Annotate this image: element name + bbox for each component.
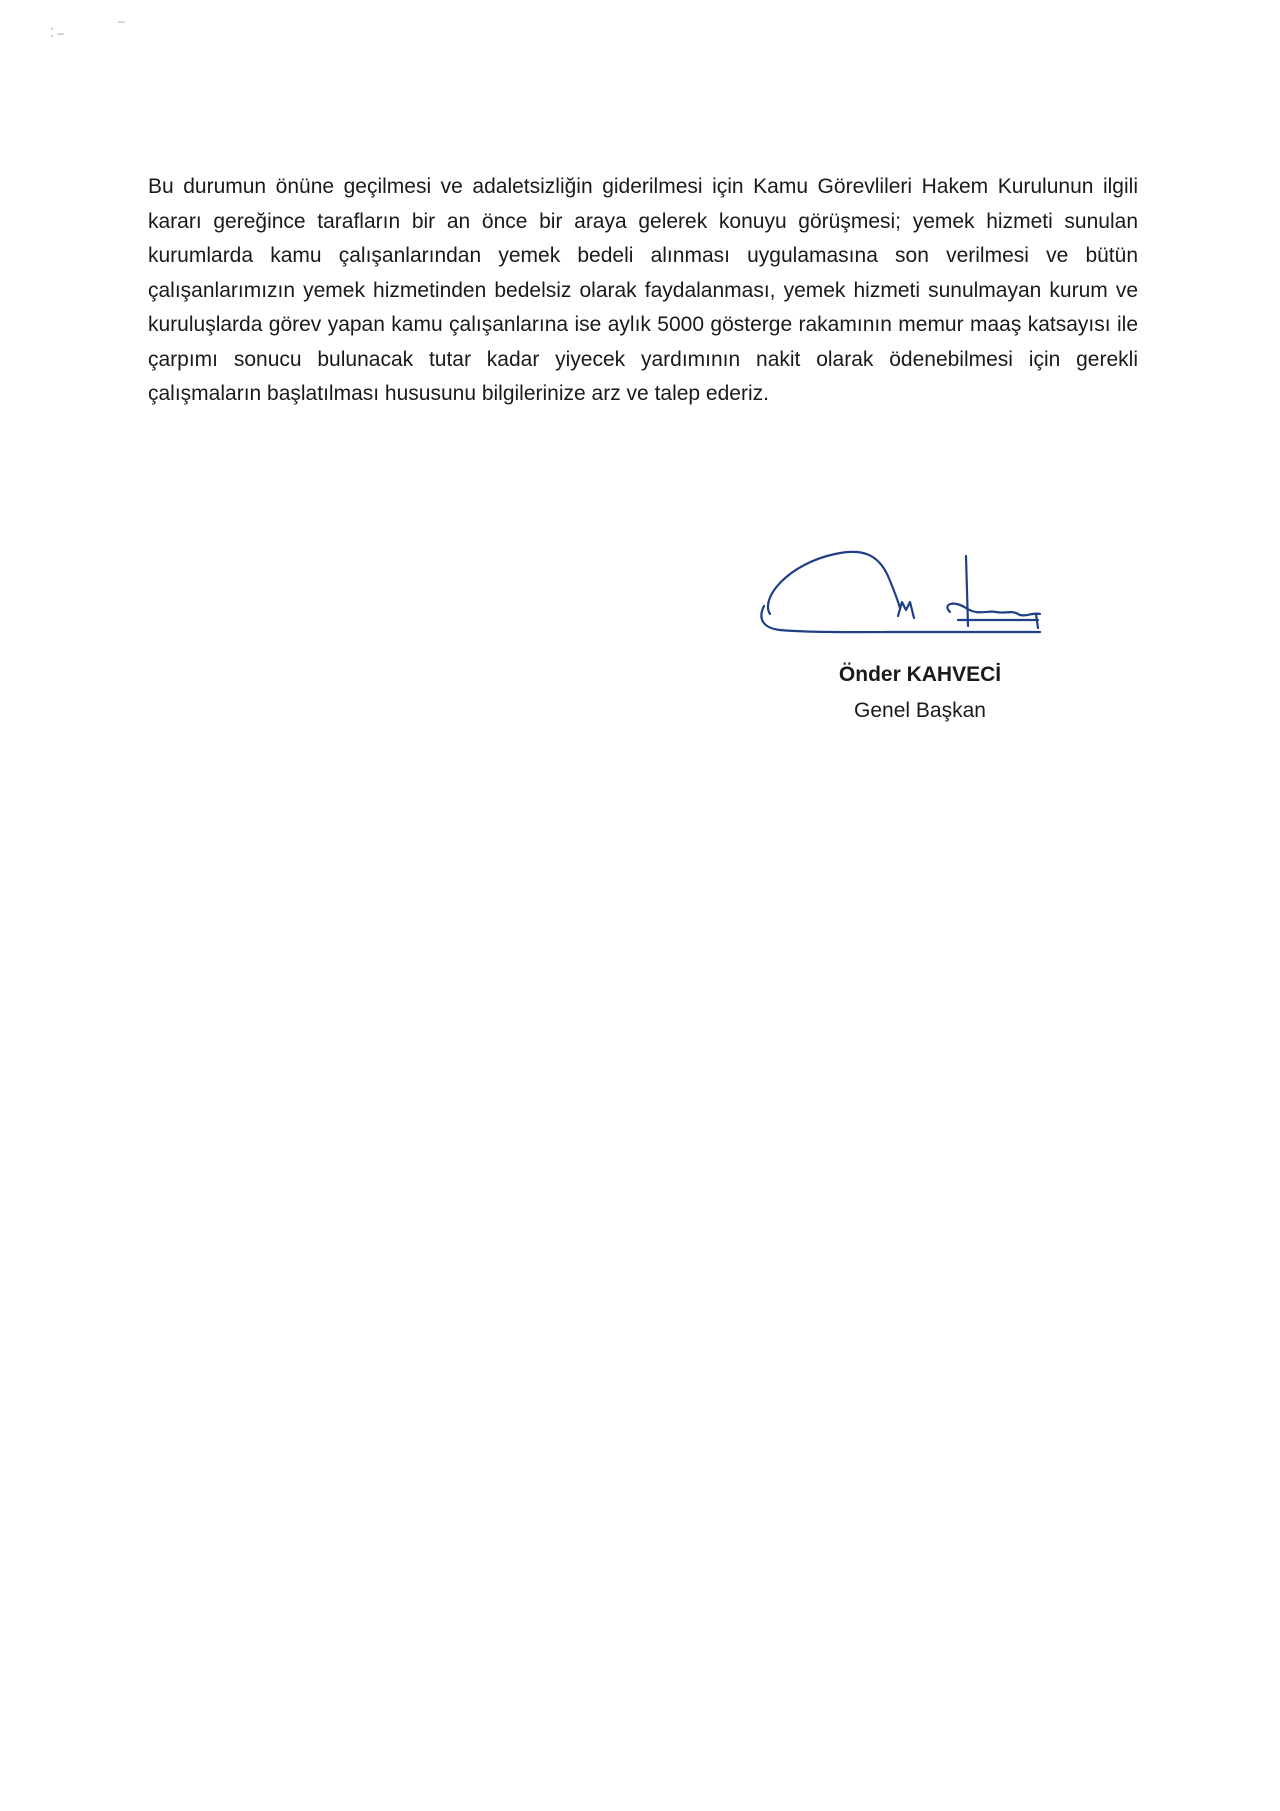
signer-name: Önder KAHVECİ (838, 663, 1002, 686)
scan-artifact: ‒ (118, 14, 125, 28)
scan-artifact: ⁚ ‒ (50, 26, 64, 40)
letter-body: Bu durumun önüne geçilmesi ve adaletsizliğin giderilmesi için Kamu Görevlileri Hakem Kurulunun ilgili kararı gereğince tarafların bir an önce bir araya gelerek konuyu görüşmesi; yemek hizmeti sunulan kurumlarda kamu çalışanlarından yemek bedeli alınması uygulamasına son verilmesi ve bütün çalışanlarımızın yemek hizmetinden bedelsiz olarak faydalanması, yemek hizmeti sunulmayan kurum ve kuruluşlarda görev yapan kamu çalışanlarına ise aylık 5000 gösterge rakamının memur maaş katsayısı ile çarpımı sonucu bulunacak tutar kadar yiyecek yardımının nakit olarak ödenebilmesi için gerekli çalışmaların başlatılması hususunu bilgilerinize arz ve talep ederiz. (148, 175, 1138, 405)
signature-icon (750, 546, 1050, 646)
signer-title: Genel Başkan (854, 699, 986, 722)
